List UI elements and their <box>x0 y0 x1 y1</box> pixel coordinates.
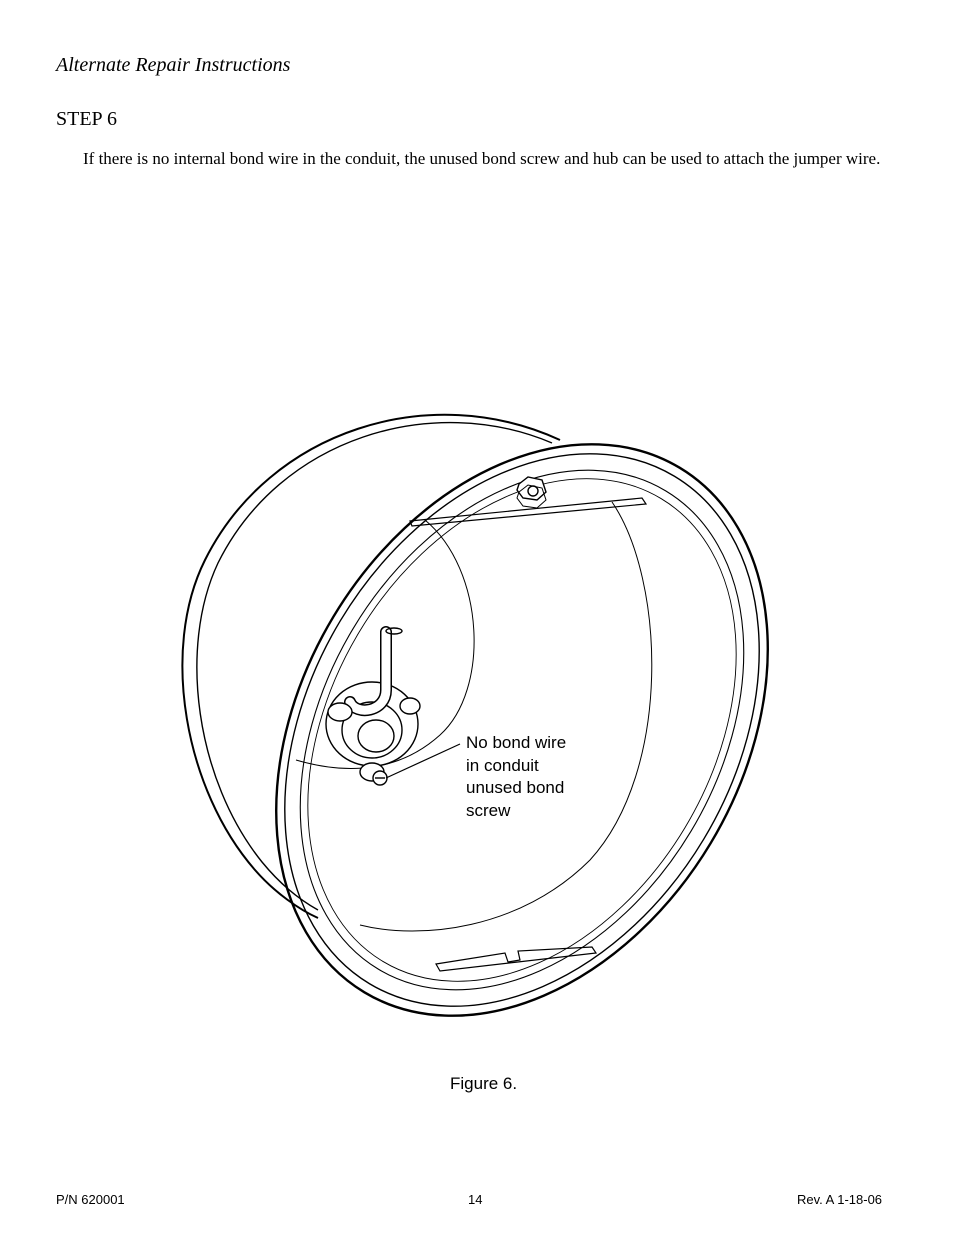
callout-line: unused bond <box>466 778 565 797</box>
section-title: Alternate Repair Instructions <box>56 54 291 76</box>
footer-revision: Rev. A 1-18-06 <box>797 1192 883 1207</box>
conduit-hub <box>326 628 420 766</box>
footer-part-number: P/N 620001 <box>56 1192 125 1207</box>
housing-back-rim <box>182 415 560 918</box>
step-instructions: If there is no internal bond wire in the conduit, the unused bond screw and hub can be used to attach the jumper wire. <box>83 149 881 168</box>
bond-screw-icon <box>360 763 387 785</box>
callout-label <box>466 732 566 822</box>
footer-page-number: 14 <box>468 1192 483 1207</box>
callout-line: screw <box>466 800 511 820</box>
housing-front-rim <box>176 395 790 1020</box>
figure-caption: Figure 6. <box>450 1074 518 1093</box>
hex-nut <box>517 477 546 508</box>
housing-illustration <box>170 395 790 1020</box>
callout-line: in conduit <box>466 755 539 775</box>
callout-line: No bond wire <box>466 733 567 752</box>
bottom-tab <box>436 947 596 971</box>
step-heading: STEP 6 <box>56 108 117 130</box>
